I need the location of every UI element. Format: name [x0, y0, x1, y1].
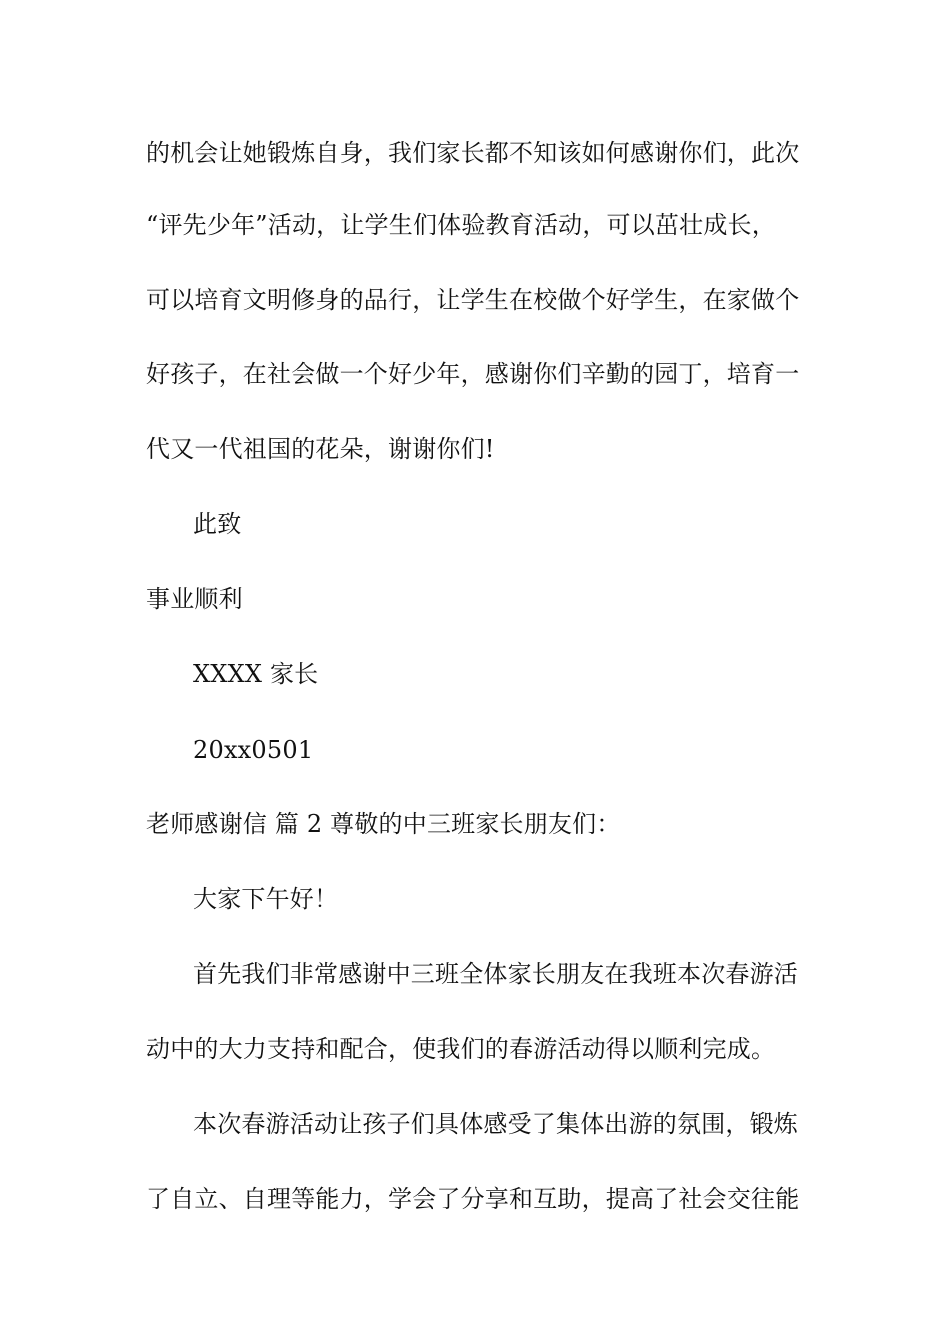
greeting: 大家下午好！ [193, 885, 339, 913]
date: 20xx0501 [193, 736, 314, 764]
body-text-line: 的机会让她锻炼自身，我们家长都不知该如何感谢你们，此次 [146, 139, 800, 167]
closing-salutation: 此致 [193, 510, 242, 538]
body-text-line: 可以培育文明修身的品行，让学生在校做个好学生，在家做个 [146, 286, 800, 314]
body-text-line: 好孩子，在社会做一个好少年，感谢你们辛勤的园丁，培育一 [146, 360, 800, 388]
body-text-line: 动中的大力支持和配合，使我们的春游活动得以顺利完成。 [146, 1035, 776, 1063]
body-text-line: 本次春游活动让孩子们具体感受了集体出游的氛围，锻炼 [193, 1110, 798, 1138]
signature: XXXX 家长 [193, 660, 319, 688]
body-text-line: 代又一代祖国的花朵，谢谢你们! [146, 435, 495, 463]
body-text-line: “评先少年”活动，让学生们体验教育活动，可以茁壮成长， [146, 211, 776, 239]
body-text-line: 首先我们非常感谢中三班全体家长朋友在我班本次春游活 [193, 960, 798, 988]
letter-heading: 老师感谢信 篇 2 尊敬的中三班家长朋友们： [146, 810, 621, 838]
body-text-line: 了自立、自理等能力，学会了分享和互助，提高了社会交往能 [146, 1185, 800, 1213]
closing-wish: 事业顺利 [146, 585, 243, 613]
